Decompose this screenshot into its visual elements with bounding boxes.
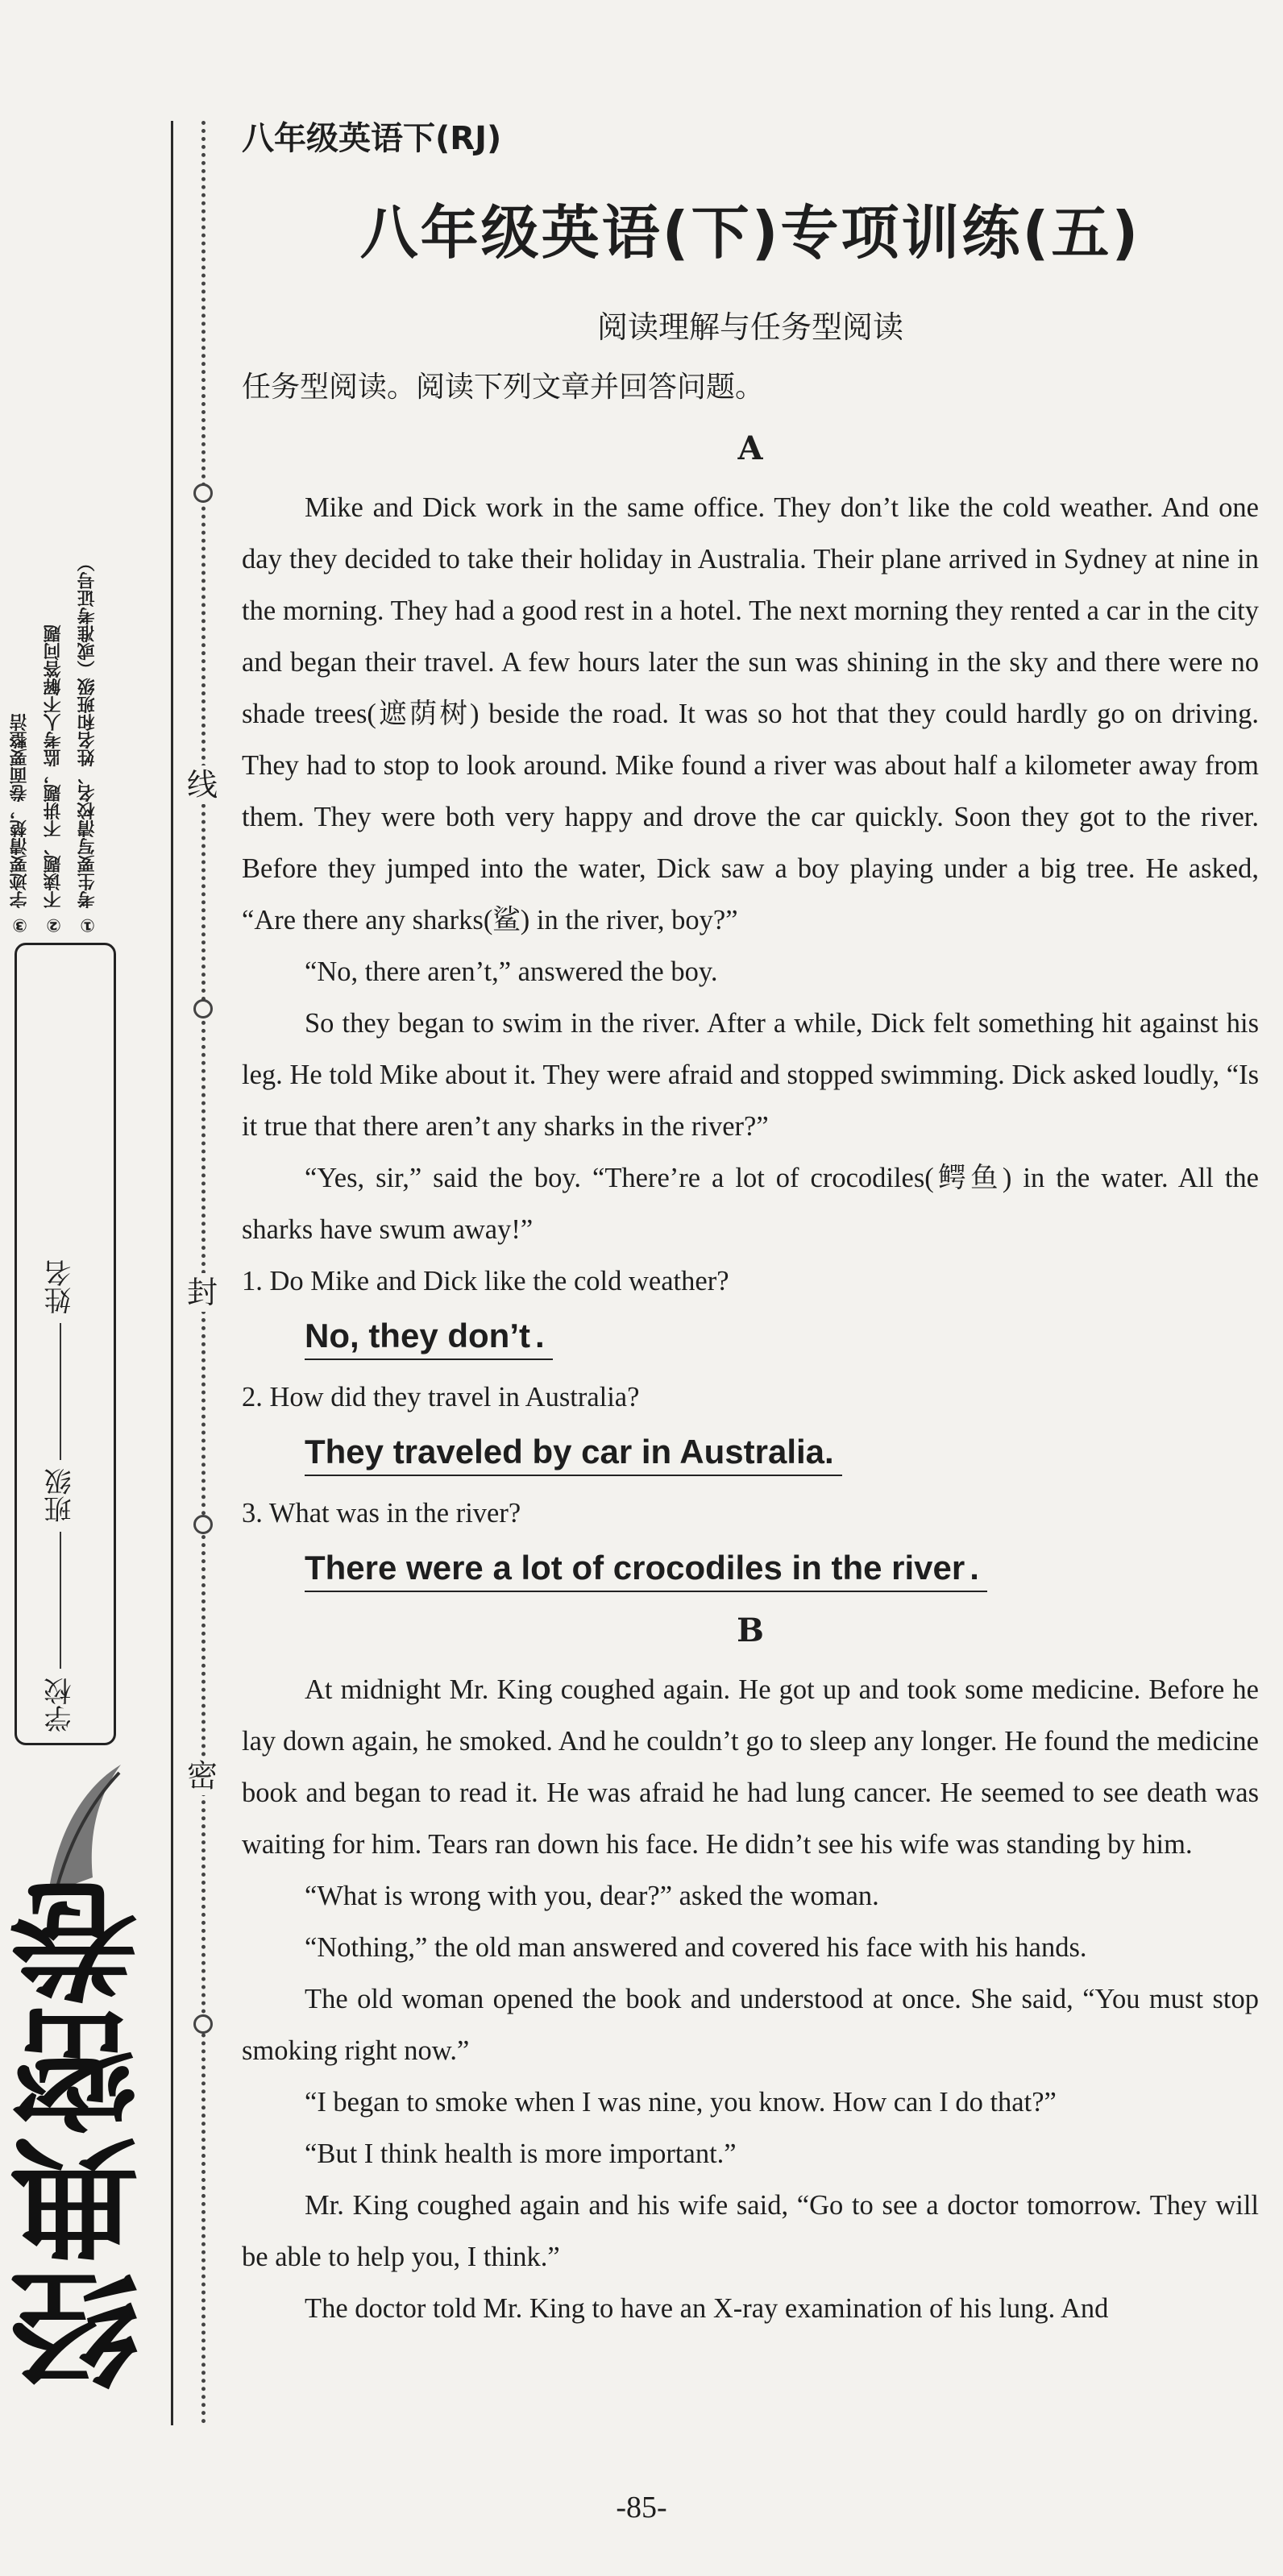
question-3: 3. What was in the river? [242,1498,521,1529]
class-label: 班级 [44,1468,77,1524]
passage-b-label: B [737,1612,764,1649]
question-2: 2. How did they travel in Australia? [242,1382,640,1412]
school-blank[interactable] [60,1532,61,1669]
answer-2-text: They traveled by car in Australia. [305,1433,834,1471]
binding-margin [0,0,218,2576]
worksheet-content [242,113,1259,2334]
answer-2[interactable] [305,1433,842,1476]
passage-b-paragraph: “What is wrong with you, dear?” asked the woman. [305,1881,879,1911]
passage-a-paragraph: Mike and Dick work in the same office. They don’t like the cold weather. And one day they decided to take their holiday in Australia. Their plane arrived in Sydney at nine in the morning. They had a good rest in a hotel. The next morning they rented a car in the city and began their travel. A few hours later the sun was shining in the sky and there were no shade trees(遮荫树) beside the road. It was so hot that they could hardly go on driving. They had to stop to look around. Mike found a river was about half a kilometer away from them. They were both very happy and drove the car quickly. Soon they got to the river. Before they jumped into the water, Dick saw a boy playing under a big tree. He asked, “Are there any sharks(鲨) in the river, boy?” [242,492,1259,935]
exam-note-1: ① 考生要写清校名、姓名和班级（或准考证号） [77,554,98,935]
brand-logo: 经典密卷 [9,1877,160,2393]
passage-b-paragraph: At midnight Mr. King coughed again. He got up and took some medicine. Before he lay down again, he smoked. And he couldn’t go to sleep any longer. He found the medicine book and began to read it. He was afraid he had lung cancer. He seemed to see death was waiting for him. Tears ran down his face. He didn’t see his wife was standing by him. [242,1674,1259,1860]
seal-char-xian: 线 [187,767,218,803]
passage-a-label: A [737,429,763,467]
binding-ring [193,999,213,1018]
book-label: 八年级英语下(RJ) [242,120,502,157]
answer-2-line [242,1423,1259,1487]
passage-b-paragraph: Mr. King coughed again and his wife said, “Go to see a doctor tomorrow. They will be able to help you, I think.” [242,2190,1259,2272]
passage-b-paragraph: “I began to smoke when I was nine, you know. How can I do that?” [305,2087,1057,2118]
answer-3-line [242,1539,1259,1603]
answer-3[interactable] [305,1549,987,1592]
name-label: 姓名 [44,1259,77,1314]
page-number: -85- [616,2491,667,2524]
page-title: 八年级英语(下)专项训练(五) [359,199,1141,267]
school-label: 学校 [44,1678,77,1732]
seal-char-feng: 封 [187,1275,218,1310]
answer-1-period: . [534,1317,545,1354]
answer-3-period: . [970,1549,979,1587]
answer-1[interactable] [305,1317,553,1360]
exam-notes [6,419,102,935]
passage-b-paragraph: “But I think health is more important.” [305,2138,737,2169]
passage-b-paragraph: “Nothing,” the old man answered and covered his face with his hands. [305,1932,1087,1963]
class-blank[interactable] [60,1323,61,1460]
passage-a-paragraph: So they began to swim in the river. After a while, Dick felt something hit against his leg. He told Mike about it. They were afraid and stopped swimming. Dick asked loudly, “Is it true that there aren’t any sharks in the river?” [242,1008,1259,1142]
task-instructions: 任务型阅读。阅读下列文章并回答问题。 [242,371,765,404]
answer-1-line [242,1307,1259,1371]
exam-note-3: ③ 字迹要清楚，卷面要整洁 [10,713,30,935]
binding-ring [193,1515,213,1534]
student-info-fields [32,959,89,1732]
answer-1-text: No, they don’t [305,1317,530,1354]
section-subtitle: 阅读理解与任务型阅读 [596,309,903,345]
answer-3-text: There were a lot of crocodiles in the river [305,1549,965,1587]
question-1: 1. Do Mike and Dick like the cold weather? [242,1266,729,1296]
passage-a-paragraph: “No, there aren’t,” answered the boy. [305,956,718,987]
margin-rule [171,121,173,2425]
passage-a-paragraph: “Yes, sir,” said the boy. “There’re a lot of crocodiles(鳄鱼) in the water. All the sharks have swum away!” [242,1163,1259,1245]
seal-char-mi: 密 [187,1758,218,1794]
binding-ring [193,2014,213,2034]
exam-note-2: ② 不读题、不讲题，监考人不解答问题 [44,624,64,935]
passage-b-paragraph: The old woman opened the book and understood at once. She said, “You must stop smoking right now.” [242,1984,1259,2066]
passage-b-paragraph: The doctor told Mr. King to have an X-ray examination of his lung. And [305,2293,1109,2324]
binding-ring [193,483,213,503]
